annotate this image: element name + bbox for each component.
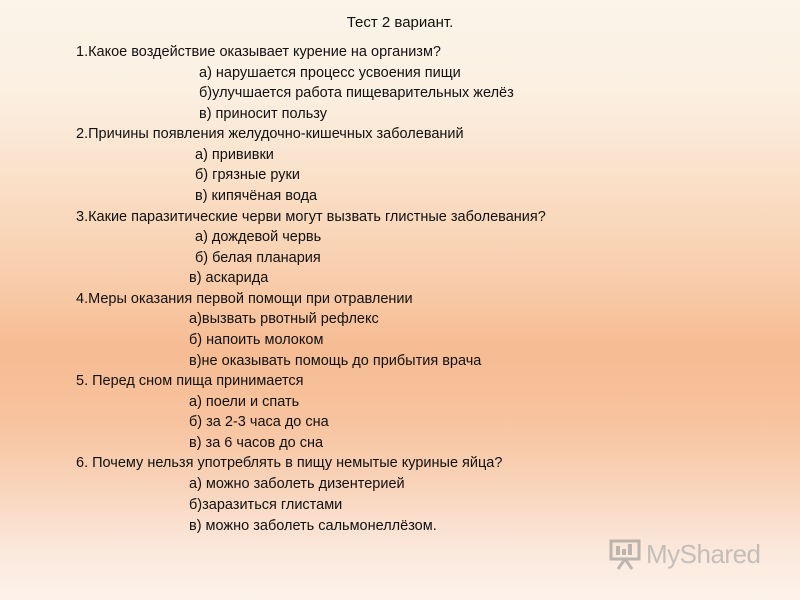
question-6: 6. Почему нельзя употреблять в пищу немытые куриные яйца? [76, 455, 503, 471]
q3-option-c: в) аскарида [189, 270, 269, 286]
q6-option-b: б)заразиться глистами [189, 497, 343, 513]
watermark-text: MyShared [646, 538, 761, 569]
q2-option-b: б) грязные руки [195, 167, 300, 183]
q4-option-a: а)вызвать рвотный рефлекс [189, 311, 379, 327]
q5-option-a: а) поели и спать [189, 394, 300, 410]
q5-option-b: б) за 2-3 часа до сна [189, 414, 329, 430]
q2-option-a: а) прививки [195, 147, 274, 163]
q6-option-c: в) можно заболеть сальмонеллёзом. [189, 518, 437, 534]
question-2: 2.Причины появления желудочно-кишечных заболеваний [76, 126, 464, 142]
question-1: 1.Какое воздействие оказывает курение на организм? [76, 44, 441, 60]
q1-option-c: в) приносит пользу [199, 106, 328, 122]
q5-option-c: в) за 6 часов до сна [189, 435, 324, 451]
page-title: Тест 2 вариант. [346, 14, 454, 31]
question-4: 4.Меры оказания первой помощи при отравлении [76, 291, 413, 307]
presentation-board-icon [608, 538, 642, 570]
q2-option-c: в) кипячёная вода [195, 188, 318, 204]
q3-option-b: б) белая планария [195, 250, 321, 266]
q4-option-b: б) напоить молоком [189, 332, 324, 348]
question-5: 5. Перед сном пища принимается [76, 373, 304, 389]
q6-option-a: а) можно заболеть дизентерией [189, 476, 405, 492]
watermark [608, 536, 761, 572]
question-3: 3.Какие паразитические черви могут вызвать глистные заболевания? [76, 209, 546, 225]
q4-option-c: в)не оказывать помощь до прибытия врача [189, 353, 482, 369]
q1-option-a: а) нарушается процесс усвоения пищи [199, 65, 461, 81]
q3-option-a: а) дождевой червь [195, 229, 322, 245]
q1-option-b: б)улучшается работа пищеварительных желёз [199, 85, 514, 101]
